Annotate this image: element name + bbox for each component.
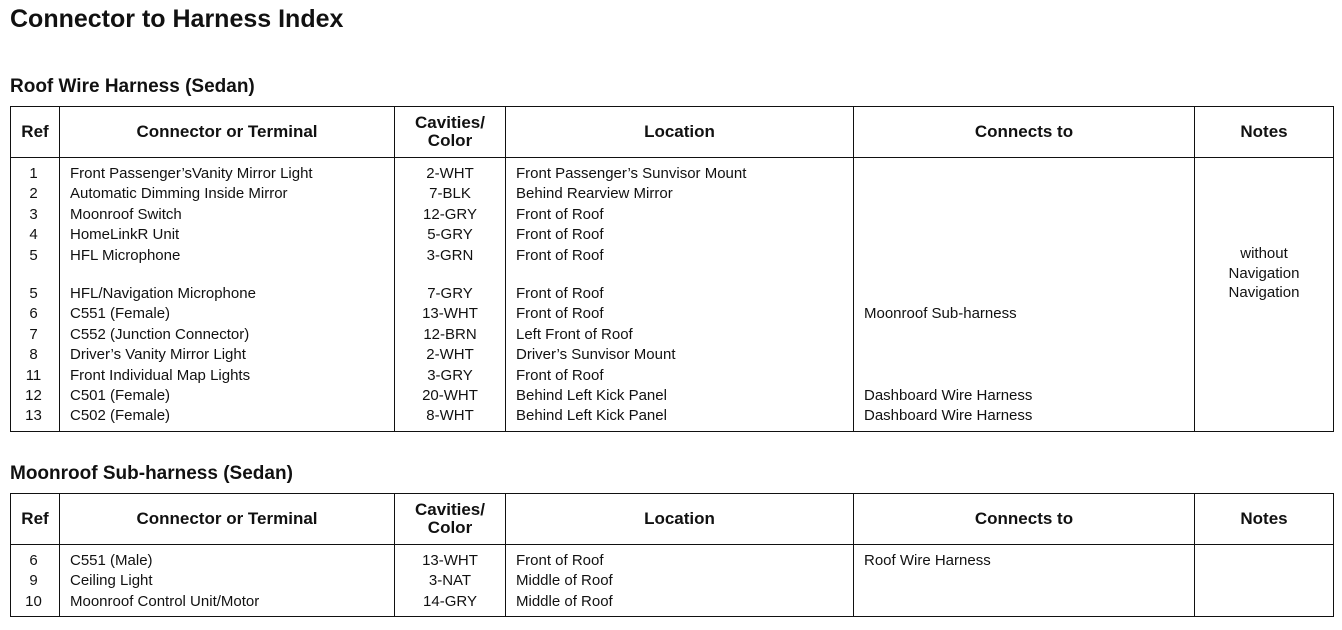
location-cell: Front of Roof — [516, 305, 604, 323]
ref-cell: 7 — [29, 325, 38, 343]
ref-cell: 1 — [29, 165, 38, 182]
connector-column — [60, 158, 395, 432]
ref-cell: 12 — [25, 386, 42, 404]
location-cell: Front of Roof — [516, 226, 604, 244]
col-header-cavities — [395, 107, 506, 158]
notes-cell: without — [1240, 245, 1288, 262]
col-header-connector: Connector or Terminal — [60, 107, 395, 158]
ref-cell: 6 — [29, 552, 38, 569]
connector-cell: Automatic Dimming Inside Mirror — [70, 185, 288, 203]
col-header-connects-to: Connects to — [854, 107, 1195, 158]
ref-column — [11, 545, 60, 617]
location-cell: Behind Rearview Mirror — [516, 185, 673, 203]
cavities-cell: 5-GRY — [427, 226, 473, 244]
col-header-notes: Notes — [1195, 494, 1334, 545]
col-header-connector: Connector or Terminal — [60, 494, 395, 545]
cavities-cell: 20-WHT — [422, 386, 478, 404]
notes-cell: Navigation — [1228, 264, 1300, 282]
cavities-cell: 2-WHT — [426, 165, 474, 182]
location-cell: Front of Roof — [516, 205, 604, 223]
connects-to-cell: Moonroof Sub-harness — [864, 305, 1017, 323]
cavities-column — [395, 545, 506, 617]
connects-to-cell — [854, 246, 1194, 266]
cavities-cell: 14-GRY — [423, 592, 477, 610]
ref-cell: 13 — [25, 407, 42, 425]
col-header-location: Location — [506, 107, 854, 158]
col-header-cavities-line1: Cavities/ — [415, 113, 485, 132]
connector-cell: Ceiling Light — [70, 572, 153, 590]
location-column — [506, 545, 854, 617]
connects-to-cell — [854, 184, 1194, 204]
connector-cell: C502 (Female) — [70, 407, 171, 425]
connects-to-cell — [854, 592, 1194, 612]
col-header-location: Location — [506, 494, 854, 545]
connector-cell: C551 (Male) — [70, 552, 153, 569]
ref-cell: 10 — [25, 592, 42, 610]
ref-column — [11, 158, 60, 432]
col-header-cavities-line1: Cavities/ — [415, 500, 485, 519]
table-header-row — [11, 107, 1334, 158]
roof-harness-table — [10, 106, 1334, 432]
connects-to-column — [854, 158, 1195, 432]
cavities-cell: 3-GRN — [426, 246, 474, 264]
location-cell: Front of Roof — [516, 552, 604, 569]
cavities-cell: 13-WHT — [422, 552, 478, 569]
location-cell: Front of Roof — [516, 246, 604, 264]
col-header-cavities-line2: Color — [427, 518, 473, 537]
moonroof-harness-title: Moonroof Sub-harness (Sedan) — [10, 463, 293, 484]
connector-cell: HomeLinkR Unit — [70, 226, 180, 244]
connector-cell: Moonroof Switch — [70, 205, 182, 223]
connects-to-cell — [854, 571, 1194, 591]
notes-column — [1195, 545, 1334, 617]
connector-cell: Front Passenger’sVanity Mirror Light — [70, 165, 313, 182]
cavities-cell: 3-GRY — [427, 366, 473, 384]
col-header-ref: Ref — [11, 107, 60, 158]
moonroof-harness-table — [10, 493, 1334, 617]
ref-cell: 6 — [29, 305, 38, 323]
location-cell: Middle of Roof — [516, 572, 613, 590]
col-header-ref: Ref — [11, 494, 60, 545]
ref-cell: 4 — [29, 226, 38, 244]
connector-cell: Front Individual Map Lights — [70, 366, 251, 384]
location-cell: Front of Roof — [516, 284, 604, 302]
ref-cell: 11 — [25, 366, 42, 384]
ref-cell: 5 — [29, 246, 38, 264]
page-title: Connector to Harness Index — [10, 5, 344, 33]
location-cell: Front Passenger’s Sunvisor Mount — [516, 165, 747, 182]
table-body-row — [11, 545, 1334, 617]
connector-cell: C501 (Female) — [70, 386, 171, 404]
ref-cell: 2 — [29, 185, 38, 203]
ref-cell: 3 — [29, 205, 38, 223]
cavities-cell: 7-BLK — [429, 185, 471, 203]
location-cell: Front of Roof — [516, 366, 604, 384]
connector-cell: Driver’s Vanity Mirror Light — [70, 346, 246, 364]
notes-column — [1195, 158, 1334, 432]
col-header-notes: Notes — [1195, 107, 1334, 158]
connects-to-cell — [854, 325, 1194, 345]
roof-harness-title: Roof Wire Harness (Sedan) — [10, 76, 255, 97]
col-header-connects-to: Connects to — [854, 494, 1195, 545]
location-cell: Behind Left Kick Panel — [516, 386, 667, 404]
cavities-cell: 8-WHT — [426, 407, 474, 425]
location-column — [506, 158, 854, 432]
cavities-cell: 12-BRN — [423, 325, 477, 343]
location-cell: Behind Left Kick Panel — [516, 407, 667, 425]
cavities-cell: 7-GRY — [427, 284, 473, 302]
ref-cell: 8 — [29, 346, 38, 364]
notes-cell: Navigation — [1228, 284, 1300, 302]
table-body-row — [11, 158, 1334, 432]
cavities-cell: 2-WHT — [426, 346, 474, 364]
ref-cell: 5 — [29, 284, 38, 302]
connects-to-column — [854, 545, 1195, 617]
location-cell: Middle of Roof — [516, 592, 613, 610]
connector-cell: HFL/Navigation Microphone — [70, 284, 256, 302]
connects-to-cell — [854, 284, 1194, 304]
connector-cell: C551 (Female) — [70, 305, 171, 323]
cavities-cell: 12-GRY — [423, 205, 477, 223]
location-cell: Left Front of Roof — [516, 325, 633, 343]
connects-to-cell — [854, 205, 1194, 225]
ref-cell: 9 — [29, 572, 38, 590]
connects-to-cell: Roof Wire Harness — [864, 552, 991, 569]
connects-to-cell: Dashboard Wire Harness — [864, 386, 1033, 404]
col-header-cavities — [395, 494, 506, 545]
connector-cell: Moonroof Control Unit/Motor — [70, 592, 260, 610]
cavities-cell: 3-NAT — [428, 572, 472, 590]
connects-to-cell: Dashboard Wire Harness — [864, 407, 1033, 425]
connects-to-cell — [854, 164, 1194, 184]
col-header-cavities-line2: Color — [427, 131, 473, 150]
location-cell: Driver’s Sunvisor Mount — [516, 346, 676, 364]
cavities-column — [395, 158, 506, 432]
connector-cell: HFL Microphone — [70, 246, 181, 264]
cavities-cell: 13-WHT — [422, 305, 478, 323]
connector-cell: C552 (Junction Connector) — [70, 325, 250, 343]
table-header-row — [11, 494, 1334, 545]
connector-column — [60, 545, 395, 617]
connects-to-cell — [854, 225, 1194, 245]
connects-to-cell — [854, 345, 1194, 365]
connects-to-cell — [854, 366, 1194, 386]
